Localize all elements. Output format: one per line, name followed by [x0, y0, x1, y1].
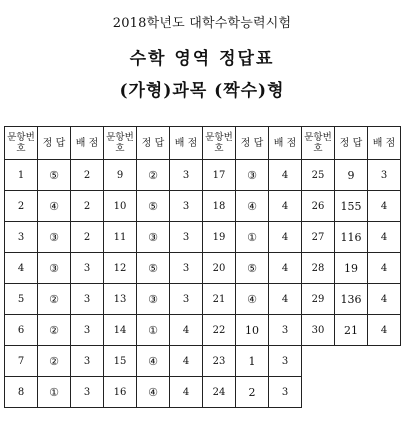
question-number-cell: 12	[104, 253, 137, 284]
question-number-cell: 28	[302, 253, 335, 284]
points-cell: 3	[71, 284, 104, 315]
question-number-cell: 10	[104, 191, 137, 222]
question-number-cell: 29	[302, 284, 335, 315]
question-number-cell: 20	[203, 253, 236, 284]
points-cell: 3	[170, 253, 203, 284]
answer-cell: 21	[335, 315, 368, 346]
question-number-cell: 14	[104, 315, 137, 346]
question-number-cell: 4	[5, 253, 38, 284]
points-cell: 3	[170, 284, 203, 315]
answer-cell: ③	[137, 284, 170, 315]
answer-cell: ②	[38, 315, 71, 346]
points-cell: 4	[269, 222, 302, 253]
answer-cell: ⑤	[236, 253, 269, 284]
points-cell: 4	[269, 160, 302, 191]
header-question-number: 문항번호	[104, 127, 137, 160]
answer-cell: ⑤	[137, 253, 170, 284]
answer-cell: ④	[38, 191, 71, 222]
answer-cell: 136	[335, 284, 368, 315]
points-cell: 3	[368, 160, 401, 191]
answer-cell: ①	[236, 222, 269, 253]
header-points: 배 점	[71, 127, 104, 160]
answer-cell: ②	[137, 160, 170, 191]
question-number-cell: 23	[203, 346, 236, 377]
sub-title: (가형)과목 (짝수)형	[119, 81, 285, 101]
points-cell: 3	[269, 346, 302, 377]
points-cell: 3	[71, 346, 104, 377]
question-number-cell: 3	[5, 222, 38, 253]
empty-cell	[335, 346, 368, 377]
table-row	[5, 346, 401, 377]
empty-cell	[302, 346, 335, 377]
answer-cell: ③	[38, 222, 71, 253]
answer-cell: ④	[236, 191, 269, 222]
points-cell: 3	[71, 377, 104, 408]
points-cell: 4	[368, 191, 401, 222]
empty-cell	[368, 377, 401, 408]
points-cell: 4	[170, 315, 203, 346]
header-question-number: 문항번호	[302, 127, 335, 160]
answer-cell: ④	[137, 377, 170, 408]
main-title: 수학 영역 정답표	[129, 49, 275, 69]
answer-cell: 19	[335, 253, 368, 284]
answer-cell: 2	[236, 377, 269, 408]
points-cell: 3	[170, 160, 203, 191]
answer-cell: 9	[335, 160, 368, 191]
question-number-cell: 17	[203, 160, 236, 191]
question-number-cell: 11	[104, 222, 137, 253]
question-number-cell: 25	[302, 160, 335, 191]
table-row	[5, 253, 401, 284]
question-number-cell: 18	[203, 191, 236, 222]
points-cell: 4	[368, 315, 401, 346]
answer-cell: 10	[236, 315, 269, 346]
points-cell: 4	[368, 284, 401, 315]
answer-cell: ⑤	[38, 160, 71, 191]
header-points: 배 점	[269, 127, 302, 160]
empty-cell	[368, 346, 401, 377]
question-number-cell: 15	[104, 346, 137, 377]
empty-cell	[302, 377, 335, 408]
empty-cell	[335, 377, 368, 408]
answer-cell: ③	[38, 253, 71, 284]
answer-cell: ④	[236, 284, 269, 315]
points-cell: 2	[71, 160, 104, 191]
question-number-cell: 5	[5, 284, 38, 315]
header-points: 배 점	[170, 127, 203, 160]
answer-table	[4, 126, 401, 408]
answer-cell: ①	[38, 377, 71, 408]
points-cell: 4	[170, 377, 203, 408]
question-number-cell: 21	[203, 284, 236, 315]
points-cell: 4	[269, 284, 302, 315]
question-number-cell: 30	[302, 315, 335, 346]
points-cell: 4	[269, 253, 302, 284]
question-number-cell: 27	[302, 222, 335, 253]
points-cell: 3	[269, 315, 302, 346]
table-row	[5, 160, 401, 191]
question-number-cell: 8	[5, 377, 38, 408]
points-cell: 4	[368, 253, 401, 284]
exam-title: 2018학년도 대학수학능력시험	[112, 16, 292, 31]
answer-cell: 155	[335, 191, 368, 222]
header-row	[5, 127, 401, 160]
header-question-number: 문항번호	[203, 127, 236, 160]
header-answer: 정 답	[137, 127, 170, 160]
header-answer: 정 답	[335, 127, 368, 160]
points-cell: 4	[269, 191, 302, 222]
points-cell: 3	[71, 253, 104, 284]
question-number-cell: 2	[5, 191, 38, 222]
header-answer: 정 답	[38, 127, 71, 160]
question-number-cell: 16	[104, 377, 137, 408]
header-question-number: 문항번호	[5, 127, 38, 160]
question-number-cell: 1	[5, 160, 38, 191]
table-row	[5, 284, 401, 315]
question-number-cell: 9	[104, 160, 137, 191]
points-cell: 4	[170, 346, 203, 377]
table-row	[5, 191, 401, 222]
points-cell: 3	[71, 315, 104, 346]
points-cell: 3	[269, 377, 302, 408]
question-number-cell: 19	[203, 222, 236, 253]
answer-cell: ③	[137, 222, 170, 253]
points-cell: 3	[170, 191, 203, 222]
question-number-cell: 26	[302, 191, 335, 222]
answer-cell: ①	[137, 315, 170, 346]
points-cell: 3	[170, 222, 203, 253]
answer-cell: 1	[236, 346, 269, 377]
points-cell: 4	[368, 222, 401, 253]
question-number-cell: 6	[5, 315, 38, 346]
header-answer: 정 답	[236, 127, 269, 160]
points-cell: 2	[71, 222, 104, 253]
question-number-cell: 22	[203, 315, 236, 346]
table-row	[5, 315, 401, 346]
question-number-cell: 24	[203, 377, 236, 408]
header-points: 배 점	[368, 127, 401, 160]
answer-cell: ②	[38, 346, 71, 377]
question-number-cell: 13	[104, 284, 137, 315]
answer-cell: ⑤	[137, 191, 170, 222]
answer-cell: ②	[38, 284, 71, 315]
table-row	[5, 377, 401, 408]
table-row	[5, 222, 401, 253]
points-cell: 2	[71, 191, 104, 222]
question-number-cell: 7	[5, 346, 38, 377]
answer-cell: 116	[335, 222, 368, 253]
answer-cell: ④	[137, 346, 170, 377]
answer-cell: ③	[236, 160, 269, 191]
